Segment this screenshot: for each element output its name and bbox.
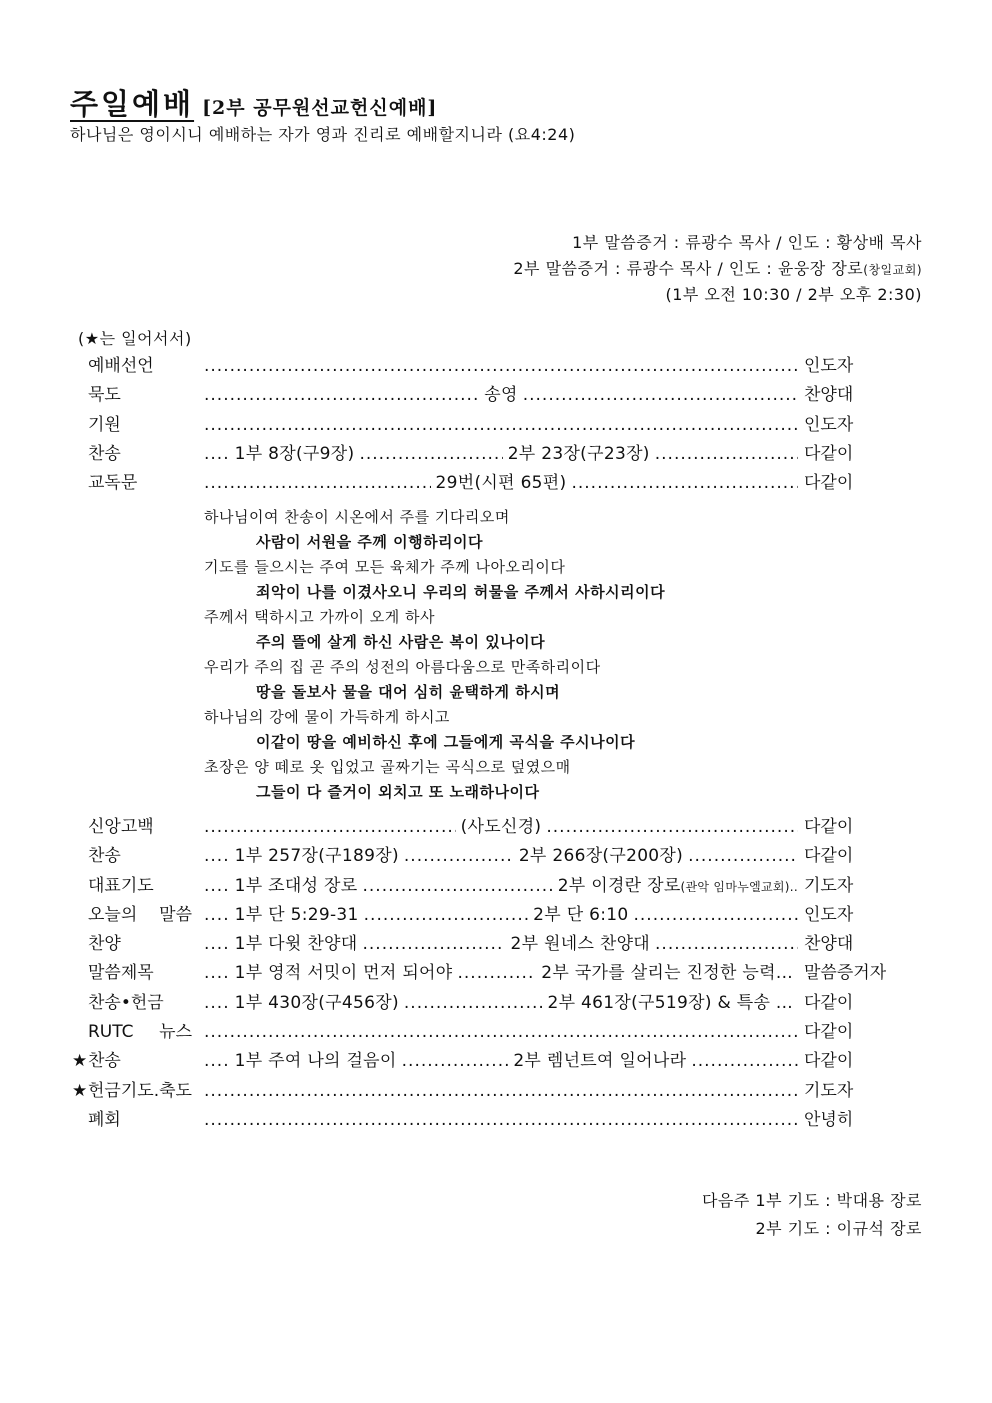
leader-line: 기도를 들으시는 주여 모든 육체가 주께 나아오리이다 — [204, 558, 566, 576]
dot-leader: .... — [204, 904, 230, 925]
item-post: 2부 이경란 장로 — [557, 875, 681, 896]
standing-star: ★ — [72, 1051, 88, 1072]
preacher-line-1: 1부 말씀증거 : 류광수 목사 / 인도 : 황상배 목사 — [572, 233, 922, 252]
preacher-line-2-main: 2부 말씀증거 : 류광수 목사 / 인도 : 윤웅장 장로 — [513, 259, 864, 278]
item-responder: 기도자 — [804, 875, 854, 896]
order-row — [0, 842, 992, 871]
order-row — [0, 469, 992, 498]
item-responder: 기도자 — [804, 1080, 854, 1101]
order-row — [0, 352, 992, 381]
dot-leader — [571, 469, 798, 498]
order-row — [0, 989, 992, 1018]
congregation-line: 이같이 땅을 예비하신 후에 그들에게 곡식을 주시나이다 — [256, 733, 636, 751]
item-post: 2부 국가를 살리는 진정한 능력... — [541, 963, 793, 984]
dot-leader — [404, 989, 543, 1018]
dot-leader — [364, 901, 529, 930]
item-pre: 1부 다윗 찬양대 — [234, 934, 358, 955]
item-name: 기원 — [88, 414, 121, 435]
dot-leader: .... — [204, 992, 230, 1013]
item-pre: 1부 영적 서밋이 먼저 되어야 — [234, 963, 453, 984]
dot-leader — [204, 469, 431, 498]
item-name: 찬송•헌금 — [88, 992, 164, 1013]
dot-leader — [546, 813, 798, 842]
item-responder: 다같이 — [804, 846, 854, 867]
preacher-line-2 — [513, 256, 922, 279]
order-row — [0, 411, 992, 440]
leader-line: 하나님이여 찬송이 시온에서 주를 기다리오며 — [204, 508, 510, 526]
item-post: 2부 렘넌트여 일어나라 — [513, 1051, 687, 1072]
item-name: 헌금기도.축도 — [88, 1080, 192, 1101]
item-content — [204, 842, 798, 871]
dot-leader: .... — [204, 846, 230, 867]
item-responder: 인도자 — [804, 904, 854, 925]
item-pre: 1부 430장(구456장) — [234, 992, 399, 1013]
item-responder: 다같이 — [804, 473, 854, 494]
item-pre: 1부 8장(구9장) — [234, 443, 355, 464]
order-row — [0, 1077, 992, 1106]
item-name: 찬송 — [88, 443, 121, 464]
item-name: 말씀제목 — [88, 963, 154, 984]
dot-leader — [688, 842, 798, 871]
item-responder: 인도자 — [804, 414, 854, 435]
item-name: 오늘의 말씀 — [88, 904, 192, 925]
order-of-worship-top — [0, 352, 992, 498]
item-name: 묵도 — [88, 385, 121, 406]
item-content — [204, 1106, 798, 1135]
item-responder: 찬양대 — [804, 934, 854, 955]
item-responder: 말씀증거자 — [804, 963, 887, 984]
scripture-verse: 하나님은 영이시니 예배하는 자가 영과 진리로 예배할지니라 (요4:24) — [70, 125, 576, 144]
dot-leader — [204, 381, 479, 410]
standing-legend: (★는 일어서서) — [78, 329, 192, 348]
order-row — [0, 930, 992, 959]
item-responder: 다같이 — [804, 1022, 854, 1043]
item-pre: 1부 단 5:29-31 — [234, 904, 359, 925]
service-times: (1부 오전 10:30 / 2부 오후 2:30) — [665, 285, 922, 304]
item-post: 2부 원네스 찬양대 — [510, 934, 651, 955]
item-content — [204, 930, 798, 959]
dot-leader: .... — [204, 1051, 230, 1072]
congregation-line: 그들이 다 즐거이 외치고 또 노래하나이다 — [256, 783, 540, 801]
leader-line: 우리가 주의 집 곧 주의 성전의 아름다움으로 만족하리이다 — [204, 658, 601, 676]
item-pre: 1부 조대성 장로 — [234, 875, 358, 896]
preacher-line-2-church: (창일교회) — [863, 263, 922, 277]
dot-leader — [204, 352, 798, 381]
item-post: 2부 단 6:10 — [533, 904, 629, 925]
item-name: 교독문 — [88, 473, 138, 494]
congregation-line: 사람이 서원을 주께 이행하리이다 — [256, 533, 484, 551]
item-mid: 29번(시편 65편) — [435, 473, 567, 494]
leader-line: 초장은 양 떼로 옷 입었고 골짜기는 곡식으로 덮였으매 — [204, 758, 571, 776]
item-content — [204, 411, 798, 440]
item-content — [204, 901, 798, 930]
title-row — [70, 82, 437, 126]
dot-leader: .... — [204, 875, 230, 896]
item-post: 2부 23장(구23장) — [507, 443, 650, 464]
order-row — [0, 872, 992, 901]
item-content — [204, 959, 798, 988]
item-content — [204, 440, 798, 469]
dot-leader — [204, 813, 456, 842]
item-content — [204, 352, 798, 381]
item-content — [204, 381, 798, 410]
dot-leader — [362, 872, 552, 901]
item-responder: 다같이 — [804, 992, 854, 1013]
order-row — [0, 959, 992, 988]
order-row — [0, 1018, 992, 1047]
item-post: 2부 461장(구519장) & 특송 ... — [547, 992, 793, 1013]
dot-leader — [655, 930, 798, 959]
item-post-note: (관악 임마누엘교회).. — [680, 879, 798, 894]
item-mid: (사도신경) — [460, 817, 542, 837]
item-content — [204, 1047, 798, 1076]
item-responder: 다같이 — [804, 817, 854, 837]
item-post: 2부 266장(구200장) — [518, 846, 684, 867]
dot-leader — [404, 842, 514, 871]
item-content — [204, 469, 798, 498]
order-row — [0, 381, 992, 410]
order-row — [0, 901, 992, 930]
order-row — [0, 1106, 992, 1135]
page-title: 주일예배 — [70, 87, 195, 121]
order-row — [0, 440, 992, 469]
item-mid: 송영 — [484, 385, 518, 406]
congregation-line: 죄악이 나를 이겼사오니 우리의 허물을 주께서 사하시리이다 — [256, 583, 666, 601]
item-pre: 1부 주여 나의 걸음이 — [234, 1051, 397, 1072]
dot-leader — [204, 1077, 798, 1106]
item-name: 찬송 — [88, 1051, 121, 1072]
item-content — [204, 872, 798, 902]
item-content — [204, 1018, 798, 1047]
order-row — [0, 1047, 992, 1076]
item-responder: 찬양대 — [804, 385, 854, 406]
dot-leader — [402, 1047, 509, 1076]
dot-leader — [362, 930, 505, 959]
congregation-line: 땅을 돌보사 물을 대어 심히 윤택하게 하시며 — [256, 683, 561, 701]
item-name: 폐회 — [88, 1109, 121, 1130]
dot-leader — [458, 959, 537, 988]
item-name: 신앙고백 — [88, 817, 154, 837]
dot-leader: .... — [204, 443, 230, 464]
dot-leader — [523, 381, 798, 410]
order-of-worship-bottom — [0, 813, 992, 1135]
item-responder: 안녕히 — [804, 1109, 854, 1130]
dot-leader — [634, 901, 799, 930]
item-responder: 다같이 — [804, 443, 854, 464]
item-pre: 1부 257장(구189장) — [234, 846, 399, 867]
item-name: RUTC 뉴스 — [88, 1022, 192, 1043]
standing-star: ★ — [72, 1080, 88, 1101]
next-week-prayer-1: 다음주 1부 기도 : 박대용 장로 — [701, 1191, 922, 1210]
congregation-line: 주의 뜰에 살게 하신 사람은 복이 있나이다 — [256, 633, 546, 651]
item-content — [204, 989, 798, 1018]
leader-line: 하나님의 강에 물이 가득하게 하시고 — [204, 708, 450, 726]
item-name: 찬양 — [88, 934, 121, 955]
dot-leader: .... — [204, 963, 230, 984]
item-responder: 다같이 — [804, 1051, 854, 1072]
dot-leader — [655, 440, 798, 469]
item-responder: 인도자 — [804, 356, 854, 376]
item-content — [204, 813, 798, 842]
responsive-reading — [204, 505, 804, 805]
dot-leader — [204, 1018, 798, 1047]
dot-leader — [204, 1106, 798, 1135]
next-week-prayer-2: 2부 기도 : 이규석 장로 — [755, 1219, 922, 1238]
order-row — [0, 813, 992, 842]
item-name: 대표기도 — [88, 875, 154, 896]
dot-leader — [204, 411, 798, 440]
dot-leader — [691, 1047, 798, 1076]
dot-leader: .... — [204, 934, 230, 955]
leader-line: 주께서 택하시고 가까이 오게 하사 — [204, 608, 435, 626]
item-name: 찬송 — [88, 846, 121, 867]
item-content — [204, 1077, 798, 1106]
dot-leader — [359, 440, 502, 469]
item-name: 예배선언 — [88, 356, 154, 376]
page-subtitle: [2부 공무원선교헌신예배] — [202, 97, 438, 119]
